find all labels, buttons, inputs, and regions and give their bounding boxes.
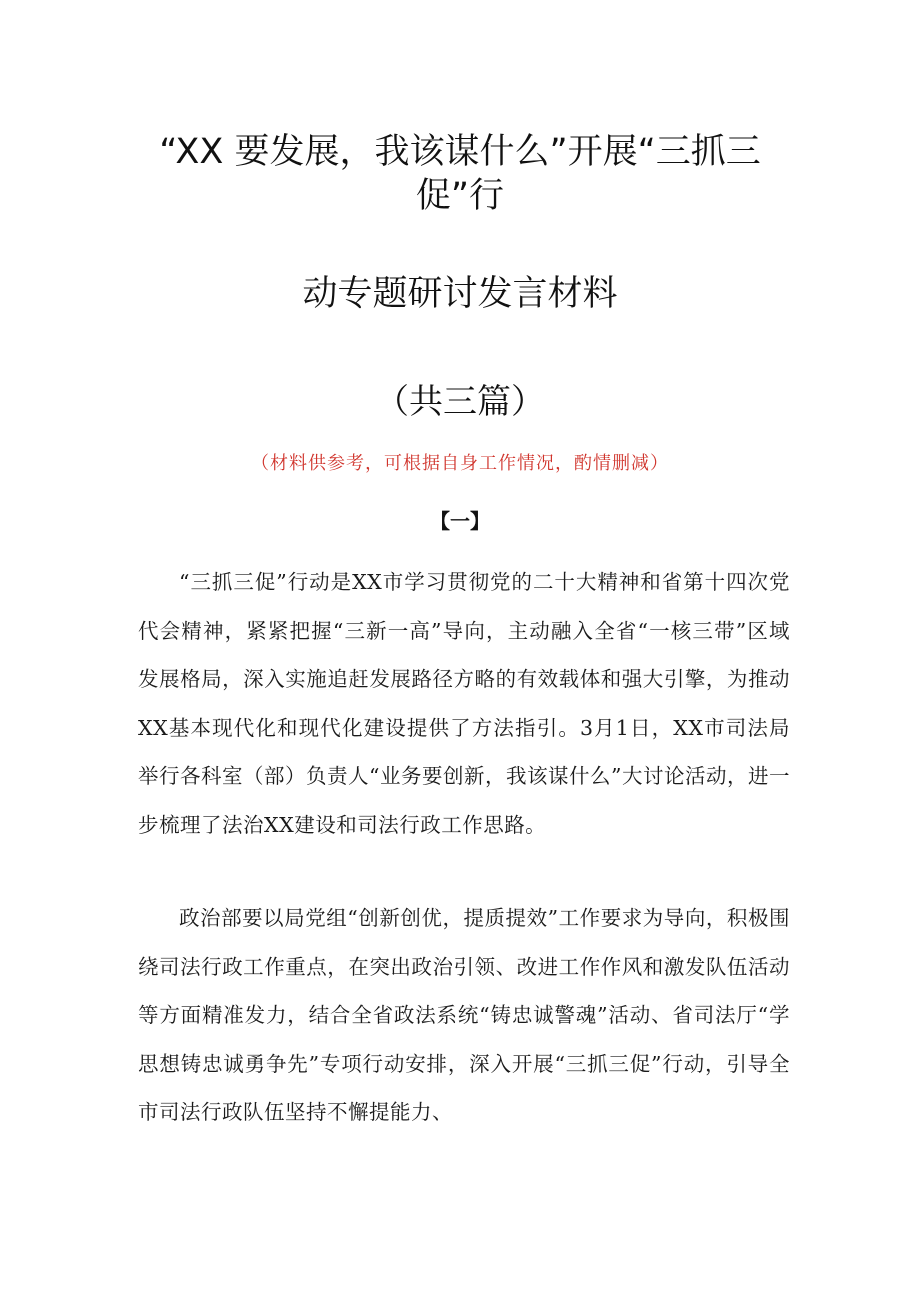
- body-paragraph-2: 政治部要以局党组“创新创优，提质提效”工作要求为导向，积极围绕司法行政工作重点，在突出政治引领、改进工作作风和激发队伍活动等方面精准发力，结合全省政法系统“铸忠诚警魂”活动、省司法厅“学思想铸忠诚勇争先”专项行动安排，深入开展“三抓三促”行动，引导全市司法行政队伍坚持不懈提能力、: [138, 906, 790, 1125]
- document-title-line-2: 促”行: [415, 176, 505, 216]
- reference-note: （材料供参考，可根据自身工作情况，酌情删减）: [251, 453, 669, 474]
- document-subtitle: （共三篇）: [375, 382, 545, 422]
- document-title-line-3: 动专题研讨发言材料: [302, 274, 618, 314]
- document-title-line-1: “XX 要发展，我该谋什么”开展“三抓三: [159, 132, 761, 172]
- section-label: 【一】: [430, 509, 490, 533]
- body-paragraph-1: “三抓三促”行动是XX市学习贯彻党的二十大精神和省第十四次党代会精神，紧紧把握“三新一高”导向，主动融入全省“一核三带”区域发展格局，深入实施追赶发展路径方略的有效载体和强大引擎，为推动XX基本现代化和现代化建设提供了方法指引。3月1日，XX市司法局举行各科室（部）负责人“业务要创新，我该谋什么”大讨论活动，进一步梳理了法治XX建设和司法行政工作思路。: [138, 570, 790, 837]
